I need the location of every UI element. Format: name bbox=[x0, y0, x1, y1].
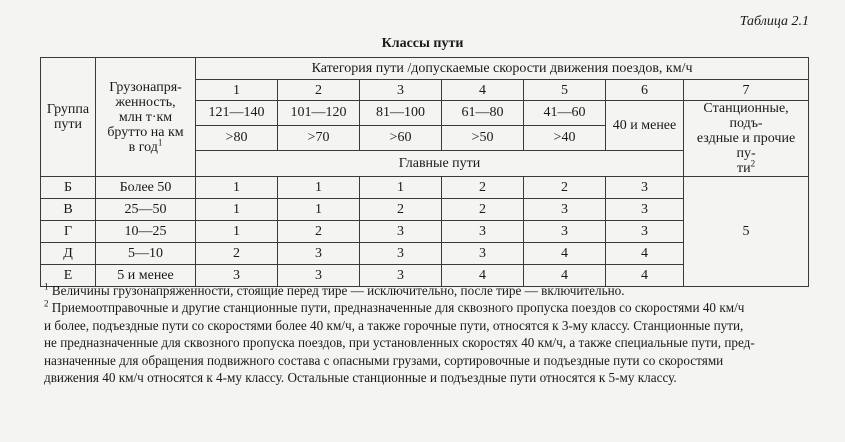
cat7-description: Станционные, подъ- ездные и прочие пу- $ти^2$ bbox=[684, 101, 809, 177]
cell-class: 2 bbox=[360, 199, 442, 221]
cat-number: 6 bbox=[606, 80, 684, 101]
cell-group: Д bbox=[41, 243, 96, 265]
cat-number: 2 bbox=[278, 80, 360, 101]
cell-class: 4 bbox=[606, 265, 684, 287]
cell-group: Е bbox=[41, 265, 96, 287]
speed-range: 41—60 bbox=[524, 101, 606, 126]
cell-class: 3 bbox=[360, 243, 442, 265]
header-load: Грузонапря- женность, млн т·км брутто на км в год$^1$ bbox=[96, 58, 196, 177]
cell-class: 4 bbox=[524, 243, 606, 265]
cat-number: 5 bbox=[524, 80, 606, 101]
cell-load: 25—50 bbox=[96, 199, 196, 221]
cell-class: 3 bbox=[442, 243, 524, 265]
cell-load: 5 и менее bbox=[96, 265, 196, 287]
speed-min: >80 bbox=[196, 125, 278, 150]
cell-class: 2 bbox=[442, 177, 524, 199]
header-category: Категория пути /допускаемые скорости движения поездов, км/ч bbox=[196, 58, 809, 80]
speed-range: 121—140 bbox=[196, 101, 278, 126]
cell-load: 5—10 bbox=[96, 243, 196, 265]
footnote-2: $^2$ Приемоотправочные и другие станционные пути, предназначенные для сквозного пропуска поездов со скоростями 40 км/ч и более, подъездные пути со скоростями более 40 км/ч, а также горочные пути, относятся к 3-му классу. Станционные пути, не предназначенные для сквозного пропуска поездов, при установленных скоростях 40 км/ч, а также специальные пути, пред- назначенные для обращения подвижного состава с опасными грузами, сортировочные и подъездные пути со скоростями движения 40 км/ч относятся к 4-му классу. Остальные станционные и подъездные пути относятся к 5-му классу. bbox=[44, 299, 755, 386]
cat-number: 3 bbox=[360, 80, 442, 101]
cell-load: Более 50 bbox=[96, 177, 196, 199]
cell-group: Б bbox=[41, 177, 96, 199]
cell-class: 3 bbox=[360, 221, 442, 243]
table-row bbox=[41, 177, 809, 199]
speed-range: 61—80 bbox=[442, 101, 524, 126]
cat7-class: 5 bbox=[684, 177, 809, 287]
cell-class: 3 bbox=[524, 199, 606, 221]
cell-class: 2 bbox=[524, 177, 606, 199]
cell-class: 3 bbox=[278, 243, 360, 265]
speed-range: 81—100 bbox=[360, 101, 442, 126]
cat6-speed: 40 и менее bbox=[606, 101, 684, 151]
footnote-1: $^1$ Величины грузонапряженности, стоящие перед тире — исключительно, после тире — включительно. bbox=[44, 281, 625, 298]
table-caption: Таблица 2.1 bbox=[739, 14, 809, 29]
cell-class: 4 bbox=[606, 243, 684, 265]
cell-class: 1 bbox=[278, 177, 360, 199]
cell-class: 2 bbox=[442, 199, 524, 221]
cell-class: 4 bbox=[524, 265, 606, 287]
footnotes bbox=[44, 282, 812, 386]
cell-class: 3 bbox=[524, 221, 606, 243]
header-group: Группа пути bbox=[41, 58, 96, 177]
cell-class: 3 bbox=[196, 265, 278, 287]
speed-min: >70 bbox=[278, 125, 360, 150]
cell-class: 3 bbox=[442, 221, 524, 243]
cell-class: 4 bbox=[442, 265, 524, 287]
cell-load: 10—25 bbox=[96, 221, 196, 243]
cell-class: 3 bbox=[278, 265, 360, 287]
speed-min: >60 bbox=[360, 125, 442, 150]
cell-class: 2 bbox=[278, 221, 360, 243]
cell-class: 3 bbox=[606, 177, 684, 199]
cat-number: 4 bbox=[442, 80, 524, 101]
header-main-tracks: Главные пути bbox=[196, 150, 684, 176]
cell-class: 1 bbox=[196, 199, 278, 221]
cat-number: 1 bbox=[196, 80, 278, 101]
cell-class: 3 bbox=[360, 265, 442, 287]
track-classes-table bbox=[40, 57, 809, 287]
cell-class: 1 bbox=[278, 199, 360, 221]
speed-range: 101—120 bbox=[278, 101, 360, 126]
cell-class: 1 bbox=[360, 177, 442, 199]
cell-class: 1 bbox=[196, 177, 278, 199]
cat-number: 7 bbox=[684, 80, 809, 101]
cell-class: 1 bbox=[196, 221, 278, 243]
cell-group: Г bbox=[41, 221, 96, 243]
speed-min: >40 bbox=[524, 125, 606, 150]
cell-class: 2 bbox=[196, 243, 278, 265]
cell-class: 3 bbox=[606, 221, 684, 243]
table-title: Классы пути bbox=[381, 36, 464, 51]
cell-group: В bbox=[41, 199, 96, 221]
cell-class: 3 bbox=[606, 199, 684, 221]
speed-min: >50 bbox=[442, 125, 524, 150]
